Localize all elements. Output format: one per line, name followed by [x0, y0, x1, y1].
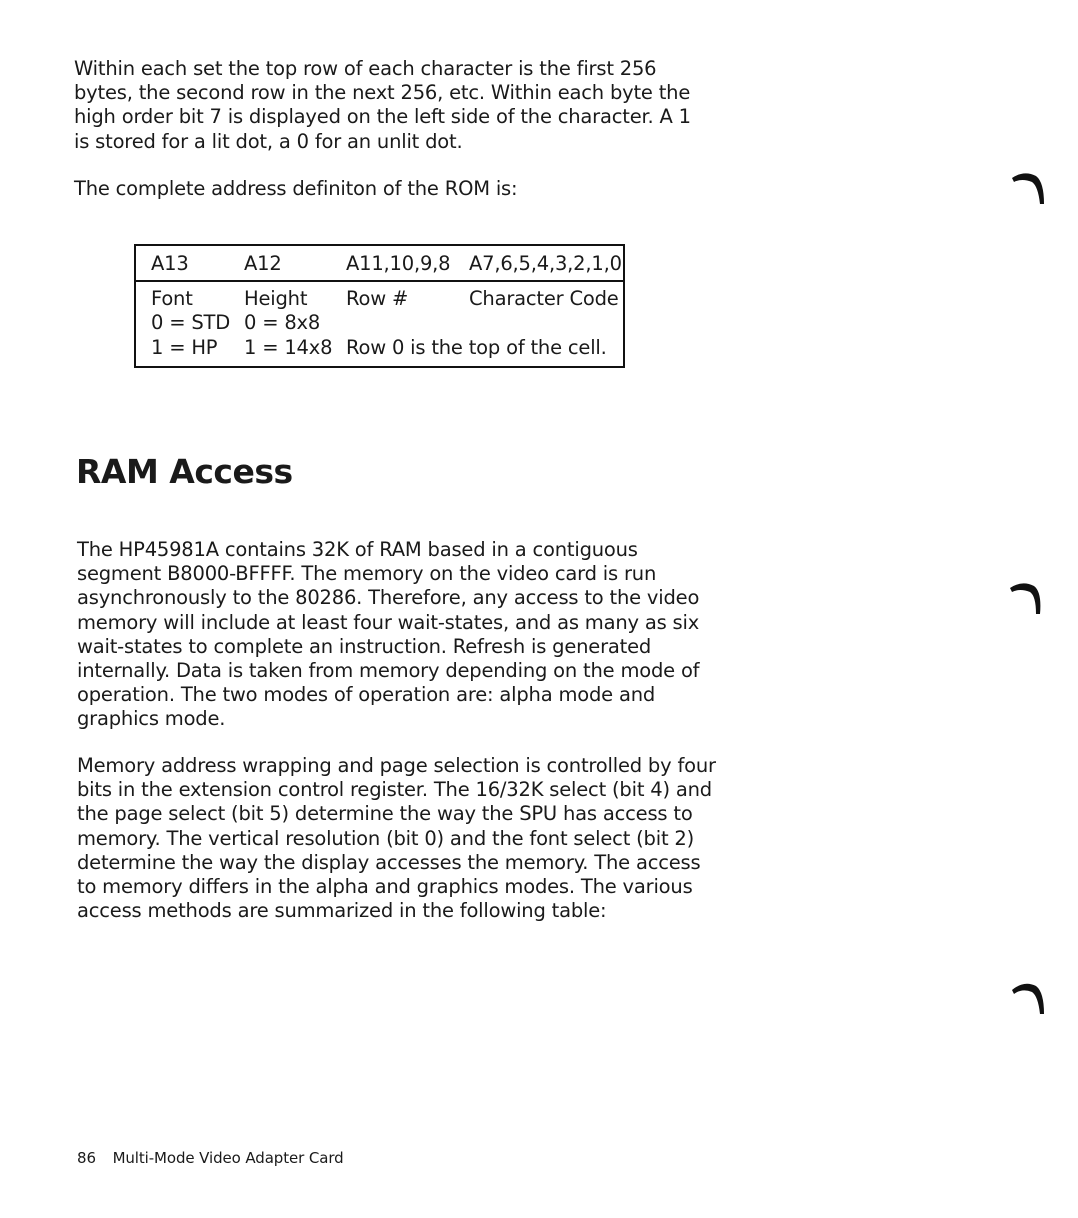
- paragraph-rom-intro: The complete address definiton of the ROM is:: [74, 177, 518, 200]
- page-footer: [77, 1149, 344, 1167]
- cell-height: Height: [244, 287, 308, 310]
- rom-address-table: [134, 244, 625, 368]
- footer-title: Multi-Mode Video Adapter Card: [112, 1149, 344, 1167]
- binder-tab-mark-icon: [1010, 980, 1050, 1014]
- cell-height-8x8: 0 = 8x8: [244, 311, 321, 334]
- paragraph-bit-order: Within each set the top row of each character is the first 256 bytes, the second row in the next 256, etc. Within each byte the high order bit 7 is displayed on the left side of the character. A 1 is stored for a lit dot, a 0 for an unlit dot.: [74, 57, 691, 153]
- cell-character-code: Character Code: [469, 287, 619, 310]
- header-a12: A12: [244, 252, 282, 275]
- cell-row: Row #: [346, 287, 409, 310]
- cell-height-14x8: 1 = 14x8: [244, 336, 333, 359]
- cell-font: Font: [151, 287, 193, 310]
- rom-table-header-row: [136, 246, 623, 282]
- paragraph-memory-wrapping: Memory address wrapping and page selection is controlled by four bits in the extension control register. The 16/32K select (bit 4) and the page select (bit 5) determine the way the SPU has access to memory. The vertical resolution (bit 0) and the font select (bit 2) determine the way the display accesses the memory. The access to memory differs in the alpha and graphics modes. The various access methods are summarized in the following table:: [77, 754, 716, 923]
- page-number: 86: [77, 1149, 96, 1167]
- header-a11-8: A11,10,9,8: [346, 252, 451, 275]
- cell-font-std: 0 = STD: [151, 311, 231, 334]
- section-heading: RAM Access: [76, 452, 293, 491]
- paragraph-ram-description: The HP45981A contains 32K of RAM based in a contiguous segment B8000-BFFFF. The memory on the video card is run asynchronously to the 80286. Therefore, any access to the video memory will include at least four wait-states, and as many as six wait-states to complete an instruction. Refresh is generated internally. Data is taken from memory depending on the mode of operation. The two modes of operation are: alpha mode and graphics mode.: [77, 538, 700, 731]
- header-a7-0: A7,6,5,4,3,2,1,0: [469, 252, 622, 275]
- cell-font-hp: 1 = HP: [151, 336, 218, 359]
- binder-tab-mark-icon: [1008, 580, 1048, 614]
- binder-tab-mark-icon: [1010, 170, 1050, 204]
- header-a13: A13: [151, 252, 189, 275]
- cell-row-note: Row 0 is the top of the cell.: [346, 336, 607, 359]
